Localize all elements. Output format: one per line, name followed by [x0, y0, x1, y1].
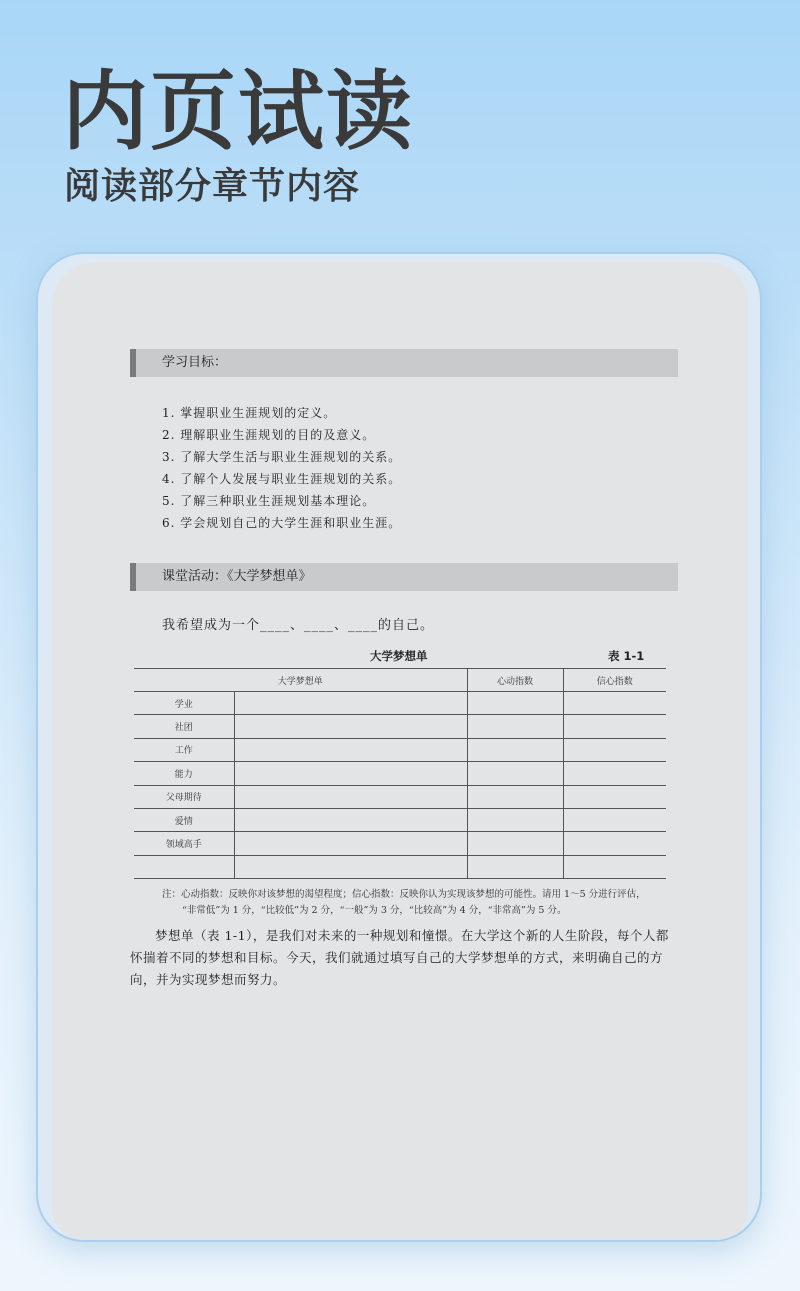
table-row — [134, 855, 666, 878]
table-cell — [234, 808, 467, 831]
activity-section-header — [130, 563, 678, 591]
note-line-2: “非常低”为 1 分，“比较低”为 2 分，“一般”为 3 分，“比较高”为 4 分，“非常高”为 5 分。 — [182, 905, 567, 916]
goal-item: 1. 掌握职业生涯规划的定义。 — [162, 406, 337, 420]
table-header-row — [134, 669, 666, 692]
table-cell — [563, 692, 666, 715]
table-cell — [234, 692, 467, 715]
goal-item: 3. 了解大学生活与职业生涯规划的关系。 — [162, 450, 402, 464]
table-cell — [467, 808, 563, 831]
dream-table — [134, 668, 666, 879]
goals-list — [162, 402, 401, 534]
goal-item: 5. 了解三种职业生涯规划基本理论。 — [162, 494, 376, 508]
table-cell — [234, 832, 467, 855]
table-row — [134, 832, 666, 855]
row-label: 父母期待 — [134, 785, 234, 808]
table-header-cell: 大学梦想单 — [134, 669, 467, 692]
activity-section-title: 课堂活动：《大学梦想单》 — [162, 569, 312, 584]
table-row — [134, 808, 666, 831]
table-cell — [563, 855, 666, 878]
table-number: 表 1-1 — [608, 649, 645, 663]
table-row — [134, 762, 666, 785]
table-cell — [563, 738, 666, 761]
goal-item: 4. 了解个人发展与职业生涯规划的关系。 — [162, 472, 402, 486]
table-note — [162, 887, 682, 919]
goals-section-header — [130, 349, 678, 377]
row-label: 领域高手 — [134, 832, 234, 855]
table-cell — [467, 715, 563, 738]
goals-section-title: 学习目标： — [162, 355, 228, 370]
table-cell — [563, 715, 666, 738]
table-header-cell: 信心指数 — [563, 669, 666, 692]
body-paragraph: 梦想单（表 1-1），是我们对未来的一种规划和憧憬。在大学这个新的人生阶段，每个人都怀揣着不同的梦想和目标。今天，我们就通过填写自己的大学梦想单的方式，来明确自己的方向，并为实现梦想而努力。 — [130, 928, 669, 987]
table-cell — [234, 785, 467, 808]
table-cell — [467, 832, 563, 855]
row-label: 工作 — [134, 738, 234, 761]
row-label — [134, 855, 234, 878]
row-label: 能力 — [134, 762, 234, 785]
table-cell — [467, 692, 563, 715]
goal-item: 2. 理解职业生涯规划的目的及意义。 — [162, 428, 376, 442]
table-cell — [467, 785, 563, 808]
row-label: 学业 — [134, 692, 234, 715]
table-row — [134, 715, 666, 738]
goal-item: 6. 学会规划自己的大学生涯和职业生涯。 — [162, 516, 402, 530]
table-row — [134, 738, 666, 761]
table-cell — [234, 762, 467, 785]
hero-subtitle: 阅读部分章节内容 — [64, 166, 361, 207]
table-row — [134, 692, 666, 715]
table-cell — [467, 738, 563, 761]
table-cell — [563, 785, 666, 808]
table-cell — [467, 762, 563, 785]
hero-title: 内页试读 — [62, 62, 414, 162]
table-cell — [563, 832, 666, 855]
row-label: 爱情 — [134, 808, 234, 831]
table-cell — [467, 855, 563, 878]
table-cell — [234, 855, 467, 878]
table-title: 大学梦想单 — [370, 649, 428, 663]
table-row — [134, 785, 666, 808]
row-label: 社团 — [134, 715, 234, 738]
book-page — [52, 262, 748, 1240]
table-cell — [234, 738, 467, 761]
table-header-cell: 心动指数 — [467, 669, 563, 692]
table-cell — [234, 715, 467, 738]
table-cell — [563, 762, 666, 785]
wish-sentence: 我希望成为一个____、____、____的自己。 — [162, 618, 435, 633]
note-line-1: 注：心动指数：反映你对该梦想的渴望程度；信心指数：反映你认为实现该梦想的可能性。请用 1～5 分进行评估， — [162, 889, 646, 900]
table-cell — [563, 808, 666, 831]
